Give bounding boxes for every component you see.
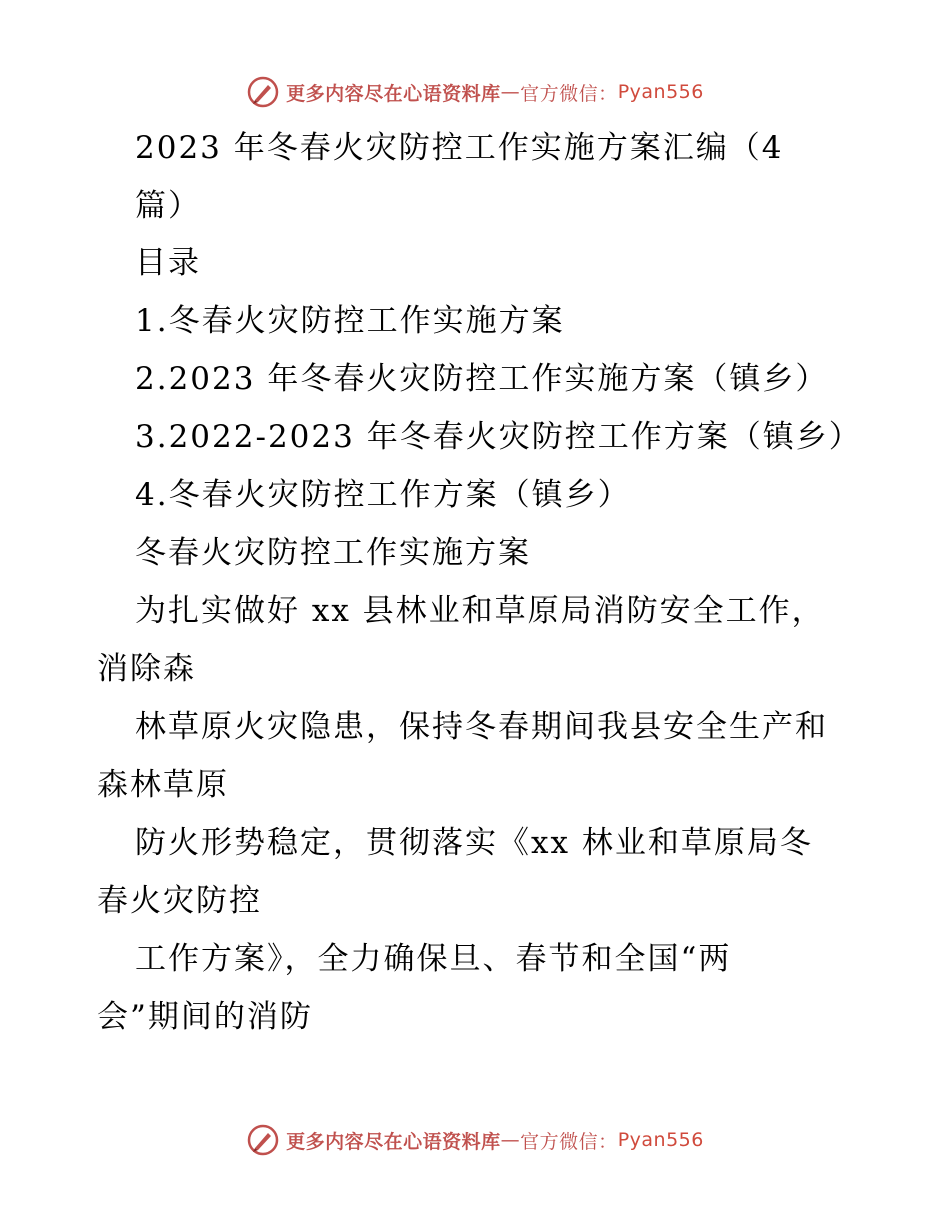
toc-item-4: 4.冬春火灾防控工作方案（镇乡）: [135, 477, 631, 513]
watermark-site-name: 更多内容尽在心语资料库: [286, 82, 501, 105]
pen-logo-icon: [246, 1123, 280, 1157]
paragraph-line-1: 为扎实做好 xx 县林业和草原局消防安全工作，: [135, 593, 825, 629]
paragraph-line-5: 防火形势稳定，贯彻落实《xx 林业和草原局冬: [135, 825, 813, 861]
section-title: 冬春火灾防控工作实施方案: [135, 535, 531, 571]
toc-item-2: 2.2023 年冬春火灾防控工作实施方案（镇乡）: [135, 361, 829, 397]
paragraph-line-4: 森林草原: [97, 767, 229, 803]
watermark-site-name: 更多内容尽在心语资料库: [286, 1130, 501, 1153]
toc-item-3: 3.2022-2023 年冬春火灾防控工作方案（镇乡）: [135, 419, 862, 455]
watermark-dash: —: [500, 1129, 521, 1151]
paragraph-line-8: 会”期间的消防: [97, 999, 313, 1035]
document-title-line-1: 2023 年冬春火灾防控工作实施方案汇编（4: [135, 130, 784, 166]
document-title-line-2: 篇）: [135, 188, 201, 224]
watermark-dash: —: [500, 81, 521, 103]
watermark-wechat-handle: Pyan556: [617, 1129, 704, 1151]
watermark-wechat-label: 官方微信：: [520, 1130, 618, 1153]
watermark-wechat-handle: Pyan556: [617, 81, 704, 103]
paragraph-line-2: 消除森: [97, 651, 196, 687]
toc-item-1: 1.冬春火灾防控工作实施方案: [135, 303, 565, 339]
footer-watermark: [0, 1120, 950, 1160]
header-watermark: [0, 72, 950, 112]
paragraph-line-7: 工作方案》，全力确保旦、春节和全国“两: [135, 941, 732, 977]
watermark-wechat-label: 官方微信：: [520, 82, 618, 105]
toc-heading: 目录: [135, 245, 201, 281]
pen-logo-icon: [246, 75, 280, 109]
paragraph-line-6: 春火灾防控: [97, 883, 262, 919]
paragraph-line-3: 林草原火灾隐患，保持冬春期间我县安全生产和: [135, 709, 828, 745]
